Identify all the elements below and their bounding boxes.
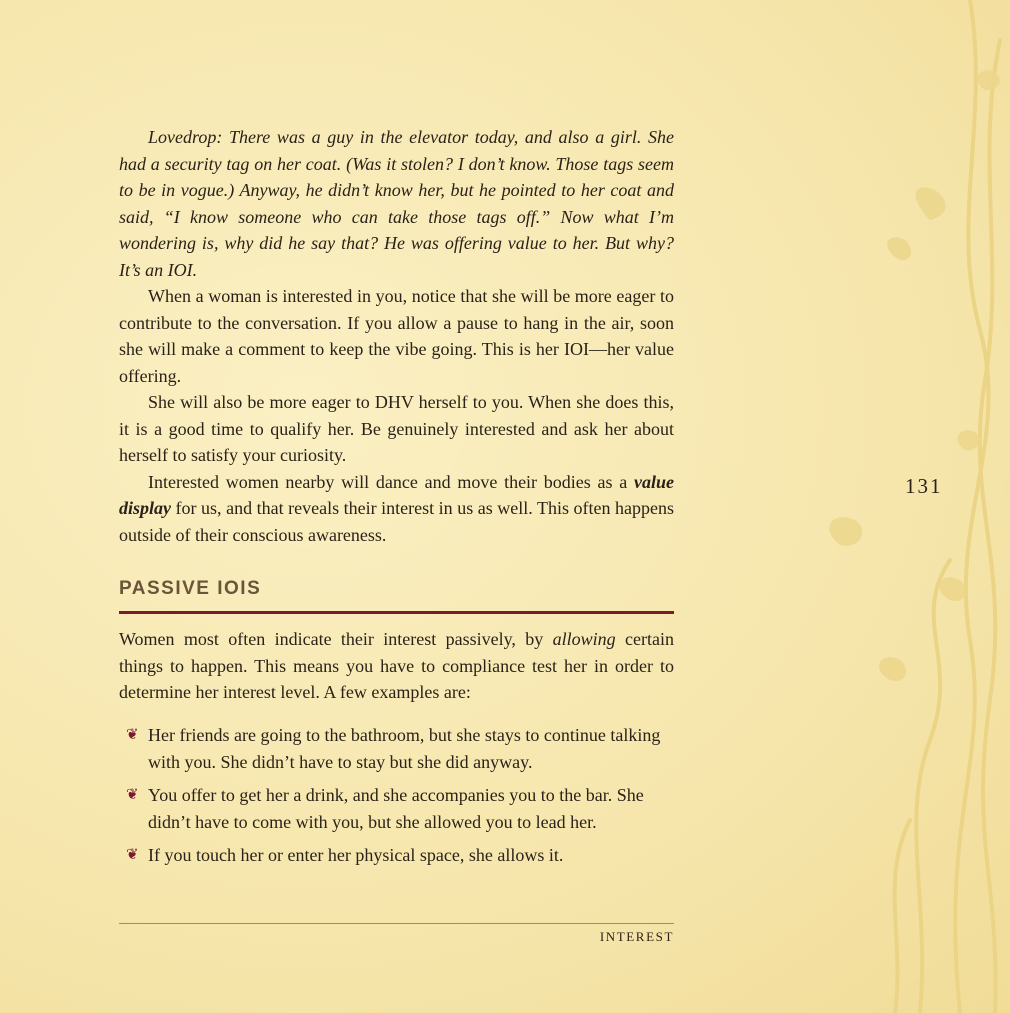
- list-item: [126, 722, 676, 775]
- section-heading: PASSIVE IOIS: [119, 578, 262, 599]
- paragraph-3: [119, 469, 674, 549]
- list-item-text: Her friends are going to the bathroom, but she stays to continue talking with you. She didn’t have to stay but she did anyway.: [148, 725, 661, 772]
- fleuron-bullet-icon: ❦: [126, 847, 139, 863]
- paragraph-3-after: for us, and that reveals their interest in us as well. This often happens outside of their conscious awareness.: [119, 498, 674, 545]
- vine-ornament: [800, 0, 1010, 1013]
- heading-rule: [119, 611, 674, 614]
- fleuron-bullet-icon: ❦: [126, 727, 139, 743]
- section-intro-after: certain things to happen. This means you have to compliance test her in order to determine her interest level. A few examples are:: [119, 629, 674, 702]
- paragraph-1: When a woman is interested in you, notice that she will be more eager to contribute to the conversation. If you allow a pause to hang in the air, soon she will make a comment to keep the vibe going. This is her IOI—her value offering.: [119, 286, 674, 386]
- section-intro: [119, 626, 674, 706]
- body-text: [119, 124, 674, 548]
- fleuron-bullet-icon: ❦: [126, 787, 139, 803]
- paragraph-2: She will also be more eager to DHV herself to you. When she does this, it is a good time to qualify her. Be genuinely interested and ask her about herself to satisfy your curiosity.: [119, 392, 674, 465]
- list-item: [126, 782, 676, 835]
- list-item-text: If you touch her or enter her physical space, she allows it.: [148, 845, 564, 865]
- running-footer: INTEREST: [599, 929, 674, 944]
- list-item-text: You offer to get her a drink, and she accompanies you to the bar. She didn’t have to come with you, but she allowed you to lead her.: [148, 785, 644, 832]
- paragraph-3-before: Interested women nearby will dance and move their bodies as a: [148, 471, 634, 492]
- quote-paragraph: Lovedrop: There was a guy in the elevator today, and also a girl. She had a security tag on her coat. (Was it stolen? I don’t know. Those tags seem to be in vogue.) Anyway, he didn’t know her, but he pointed to her coat and said, “I know someone who can take those tags off.” Now what I’m wondering is, why did he say that? He was offering value to her. But why? It’s an IOI.: [119, 127, 674, 280]
- list-item: [126, 842, 676, 869]
- section-intro-before: Women most often indicate their interest passively, by: [119, 629, 553, 649]
- page-number: 131: [905, 474, 943, 498]
- allowing-emphasis: allowing: [552, 629, 616, 649]
- examples-list: [126, 722, 676, 876]
- footer-rule: [119, 923, 674, 924]
- value-display-emphasis: value display: [119, 471, 674, 518]
